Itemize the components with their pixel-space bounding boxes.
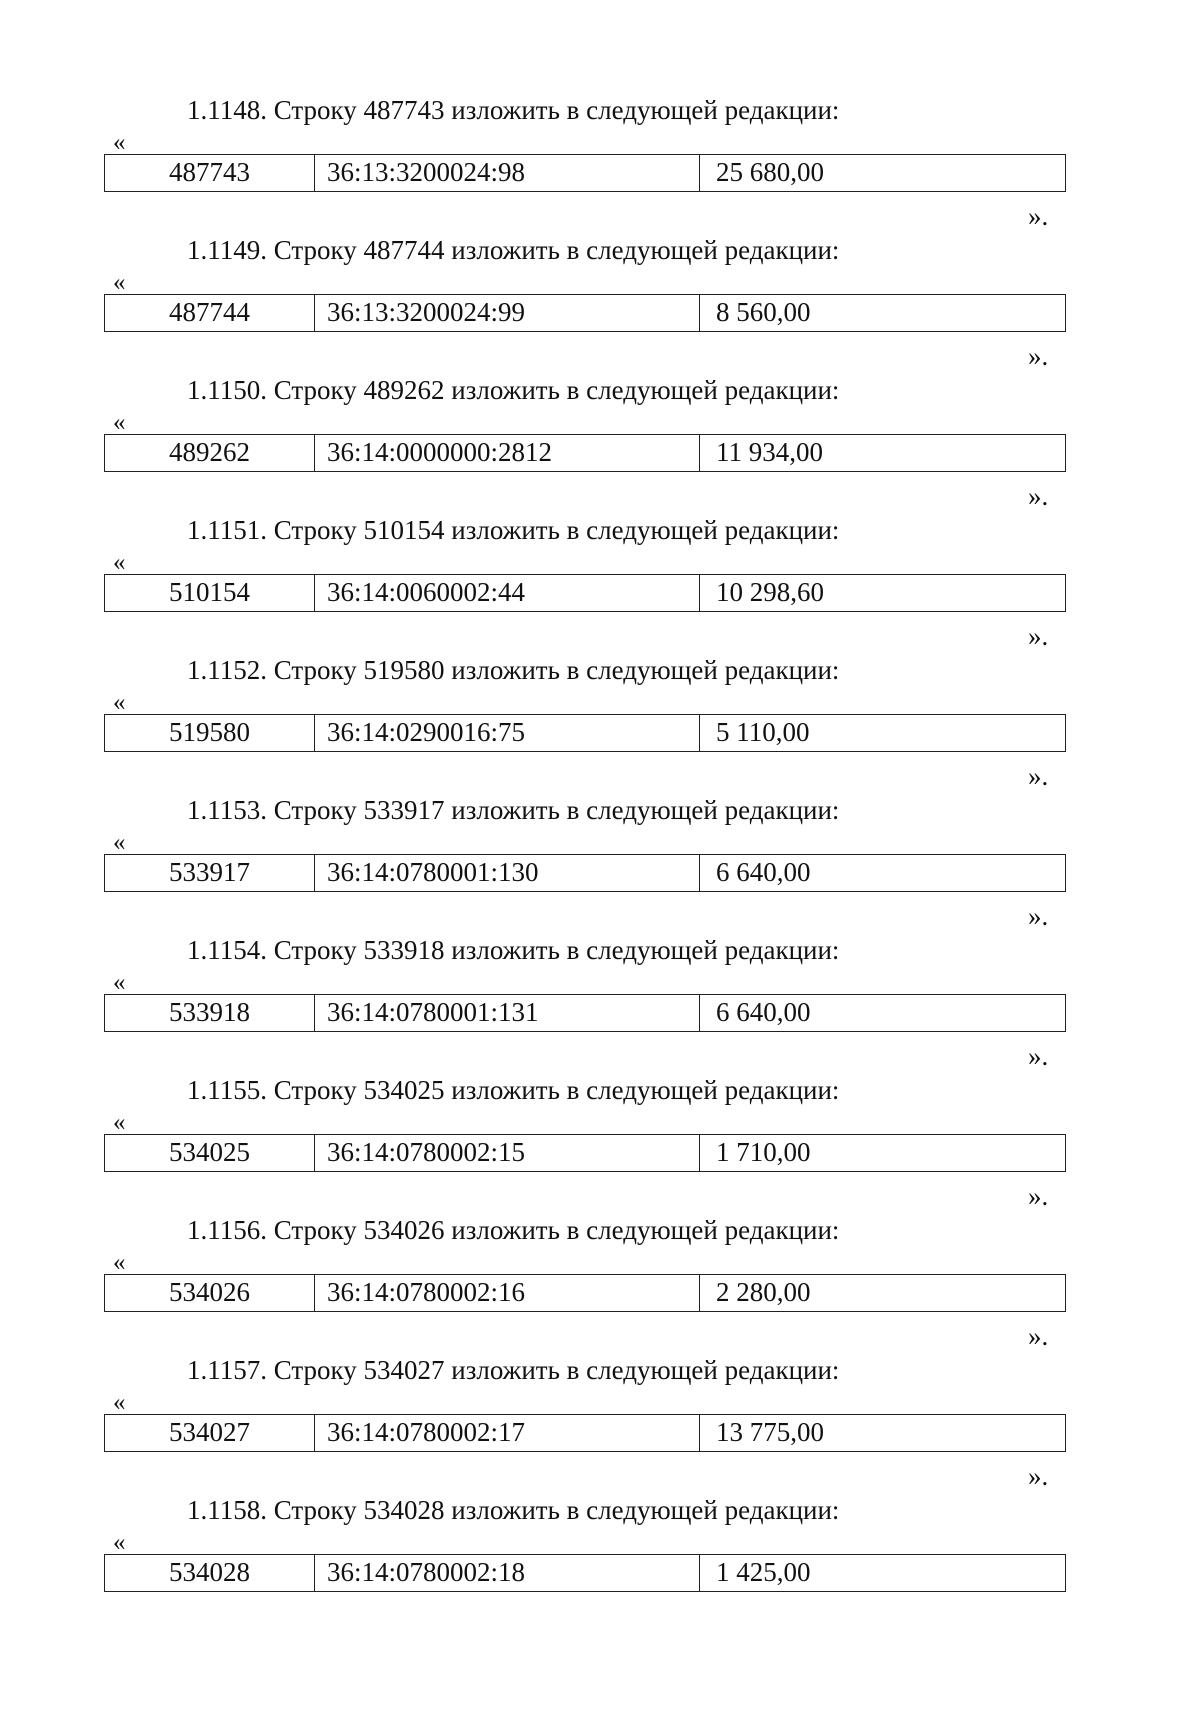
amendment-heading: 1.1153. Строку 533917 изложить в следующей редакции: (187, 795, 840, 825)
table-row (104, 154, 1066, 192)
closing-quote: ». (1028, 1181, 1049, 1211)
amendment-heading: 1.1152. Строку 519580 изложить в следующей редакции: (187, 655, 840, 685)
amendment-heading: 1.1154. Строку 533918 изложить в следующей редакции: (187, 935, 840, 965)
table-row (104, 994, 1066, 1032)
row-number-cell: 534026 (105, 1275, 315, 1311)
amendment-block (0, 1495, 1200, 1635)
row-number-cell: 487743 (105, 155, 315, 191)
cadastral-number-cell: 36:14:0000000:2812 (315, 435, 700, 471)
row-number-cell: 487744 (105, 295, 315, 331)
opening-quote: « (113, 1109, 126, 1136)
closing-quote: ». (1028, 481, 1049, 511)
amendment-block (0, 1215, 1200, 1355)
amendment-heading: 1.1149. Строку 487744 изложить в следующей редакции: (187, 235, 840, 265)
table-row (104, 434, 1066, 472)
cadastral-number-cell: 36:14:0290016:75 (315, 715, 700, 751)
closing-quote: ». (1028, 901, 1049, 931)
value-cell: 10 298,60 (716, 577, 824, 607)
row-number-cell: 534028 (105, 1555, 315, 1591)
closing-quote: ». (1028, 621, 1049, 651)
value-cell: 8 560,00 (716, 297, 811, 327)
opening-quote: « (113, 689, 126, 716)
cadastral-number-cell: 36:14:0780002:17 (315, 1415, 700, 1451)
cadastral-number-cell: 36:14:0780002:16 (315, 1275, 700, 1311)
amendment-heading: 1.1157. Строку 534027 изложить в следующей редакции: (187, 1355, 840, 1385)
amendment-heading: 1.1155. Строку 534025 изложить в следующей редакции: (187, 1075, 840, 1105)
table-row (104, 854, 1066, 892)
closing-quote: ». (1028, 341, 1049, 371)
opening-quote: « (113, 409, 126, 436)
amendment-block (0, 95, 1200, 235)
value-cell: 2 280,00 (716, 1277, 811, 1307)
amendment-heading: 1.1151. Строку 510154 изложить в следующей редакции: (187, 515, 840, 545)
opening-quote: « (113, 1389, 126, 1416)
row-number-cell: 489262 (105, 435, 315, 471)
closing-quote: ». (1028, 1321, 1049, 1351)
amendment-block (0, 1075, 1200, 1215)
table-row (104, 1274, 1066, 1312)
table-row (104, 1134, 1066, 1172)
cadastral-number-cell: 36:14:0780001:130 (315, 855, 700, 891)
cadastral-number-cell: 36:13:3200024:98 (315, 155, 700, 191)
amendment-block (0, 375, 1200, 515)
cadastral-number-cell: 36:14:0780002:15 (315, 1135, 700, 1171)
amendment-block (0, 235, 1200, 375)
opening-quote: « (113, 1249, 126, 1276)
table-row (104, 1414, 1066, 1452)
amendment-block (0, 655, 1200, 795)
row-number-cell: 533918 (105, 995, 315, 1031)
row-number-cell: 510154 (105, 575, 315, 611)
closing-quote: ». (1028, 201, 1049, 231)
value-cell: 11 934,00 (716, 437, 823, 467)
opening-quote: « (113, 1529, 126, 1556)
row-number-cell: 534025 (105, 1135, 315, 1171)
amendment-block (0, 1355, 1200, 1495)
value-cell: 5 110,00 (716, 717, 810, 747)
cadastral-number-cell: 36:14:0780001:131 (315, 995, 700, 1031)
opening-quote: « (113, 549, 126, 576)
value-cell: 1 710,00 (716, 1137, 811, 1167)
value-cell: 13 775,00 (716, 1417, 824, 1447)
value-cell: 25 680,00 (716, 157, 824, 187)
closing-quote: ». (1028, 1041, 1049, 1071)
amendment-block (0, 795, 1200, 935)
row-number-cell: 519580 (105, 715, 315, 751)
table-row (104, 294, 1066, 332)
value-cell: 1 425,00 (716, 1557, 811, 1587)
value-cell: 6 640,00 (716, 997, 811, 1027)
opening-quote: « (113, 969, 126, 996)
amendment-heading: 1.1150. Строку 489262 изложить в следующей редакции: (187, 375, 840, 405)
opening-quote: « (113, 829, 126, 856)
row-number-cell: 534027 (105, 1415, 315, 1451)
cadastral-number-cell: 36:14:0060002:44 (315, 575, 700, 611)
cadastral-number-cell: 36:13:3200024:99 (315, 295, 700, 331)
closing-quote: ». (1028, 1461, 1049, 1491)
table-row (104, 714, 1066, 752)
table-row (104, 1554, 1066, 1592)
amendment-block (0, 935, 1200, 1075)
row-number-cell: 533917 (105, 855, 315, 891)
table-row (104, 574, 1066, 612)
amendment-heading: 1.1156. Строку 534026 изложить в следующей редакции: (187, 1215, 840, 1245)
opening-quote: « (113, 269, 126, 296)
closing-quote: ». (1028, 761, 1049, 791)
value-cell: 6 640,00 (716, 857, 811, 887)
cadastral-number-cell: 36:14:0780002:18 (315, 1555, 700, 1591)
opening-quote: « (113, 129, 126, 156)
amendment-block (0, 515, 1200, 655)
amendment-heading: 1.1158. Строку 534028 изложить в следующей редакции: (187, 1495, 840, 1525)
amendment-heading: 1.1148. Строку 487743 изложить в следующей редакции: (187, 95, 840, 125)
